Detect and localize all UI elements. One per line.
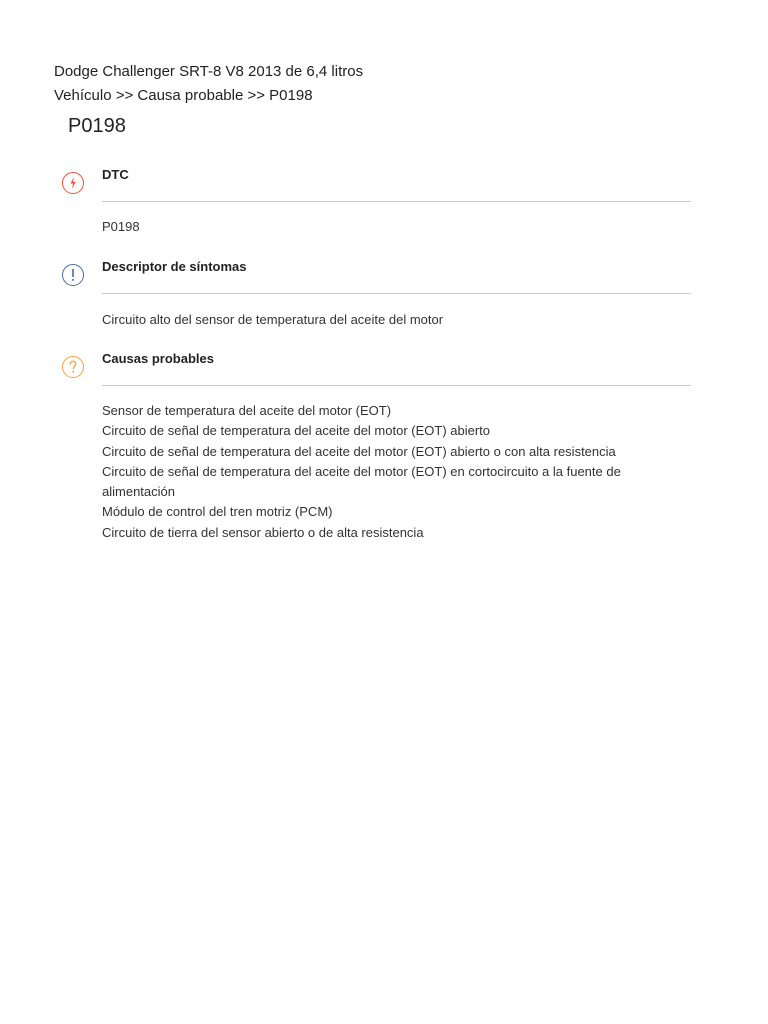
list-item: Sensor de temperatura del aceite del motor (EOT): [102, 403, 392, 418]
vehicle-title: Dodge Challenger SRT-8 V8 2013 de 6,4 litros: [54, 63, 364, 80]
list-item: Circuito de señal de temperatura del aceite del motor (EOT) abierto o con alta resistencia: [102, 443, 616, 459]
section-heading: DTC: [102, 167, 129, 182]
breadcrumb: Vehículo >> Causa probable >> P0198: [54, 87, 313, 104]
symptom-description: Circuito alto del sensor de temperatura del aceite del motor: [102, 312, 444, 327]
exclamation-icon: [62, 264, 84, 286]
section-divider: [102, 293, 691, 294]
section-divider: [102, 385, 691, 386]
list-item: Circuito de señal de temperatura del aceite del motor (EOT) en cortocircuito a la fuente de alimentación: [102, 463, 621, 500]
page-title: P0198: [68, 115, 126, 137]
section-heading: Causas probables: [102, 351, 214, 366]
list-item: Circuito de señal de temperatura del aceite del motor (EOT) abierto: [102, 423, 491, 439]
list-item: Circuito de tierra del sensor abierto o de alta resistencia: [102, 524, 424, 540]
causes-list: [102, 401, 662, 543]
causes-list-container: [102, 401, 662, 543]
question-icon: [62, 356, 84, 378]
lightning-icon: [62, 172, 84, 194]
dtc-code: P0198: [102, 219, 140, 234]
section-divider: [102, 201, 691, 202]
section-heading: Descriptor de síntomas: [102, 259, 247, 274]
list-item: Módulo de control del tren motriz (PCM): [102, 504, 333, 520]
